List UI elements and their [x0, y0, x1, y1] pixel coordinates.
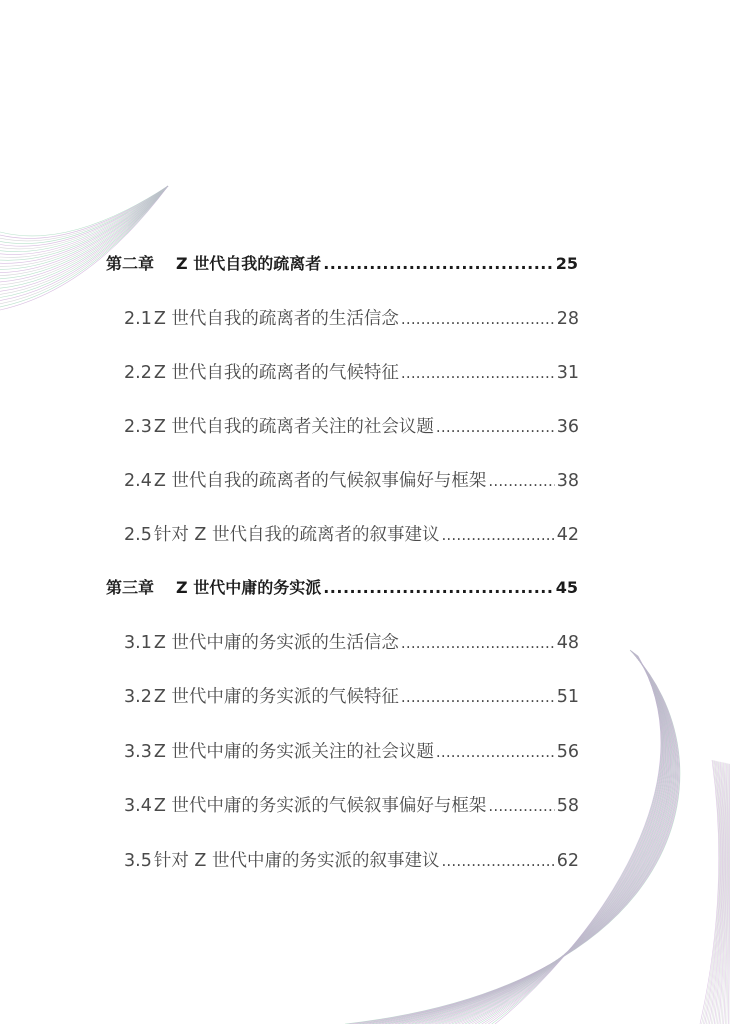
page-number: 45 [555, 578, 578, 597]
dot-leader [441, 523, 554, 547]
page-number: 62 [556, 851, 579, 871]
page-number: 56 [556, 742, 579, 762]
toc-section-2-3[interactable] [124, 415, 579, 439]
page-number: 42 [556, 525, 579, 545]
section-title: 针对 Z 世代中庸的务实派的叙事建议 [153, 851, 440, 871]
page-number: 28 [556, 309, 579, 329]
section-title: Z 世代中庸的务实派的气候特征 [153, 687, 399, 707]
section-number: 3.1 [124, 633, 152, 653]
section-number: 2.5 [124, 525, 152, 545]
page-number: 25 [555, 254, 578, 273]
dot-leader [488, 794, 554, 818]
dot-leader [436, 415, 555, 439]
section-title: Z 世代自我的疏离者的生活信念 [153, 309, 399, 329]
section-title: Z 世代自我的疏离者的气候叙事偏好与框架 [153, 471, 487, 491]
page-number: 38 [556, 471, 579, 491]
dot-leader [441, 849, 554, 873]
dot-leader [436, 740, 555, 764]
dot-leader [401, 631, 555, 655]
section-number: 3.4 [124, 796, 152, 816]
toc-section-3-5[interactable] [124, 849, 579, 873]
page-number: 51 [556, 687, 579, 707]
section-number: 3.3 [124, 742, 152, 762]
toc-section-2-4[interactable] [124, 469, 579, 493]
section-number: 2.4 [124, 471, 152, 491]
page-number: 31 [556, 363, 579, 383]
dot-leader [323, 576, 554, 600]
section-title: Z 世代中庸的务实派的气候叙事偏好与框架 [153, 796, 487, 816]
toc-chapter-3[interactable] [106, 576, 578, 600]
chapter-title: Z 世代自我的疏离者 [176, 254, 322, 273]
page-number: 48 [556, 633, 579, 653]
dot-leader [401, 307, 555, 331]
section-number: 2.1 [124, 309, 152, 329]
toc-chapter-2[interactable] [106, 252, 578, 276]
dot-leader [401, 361, 555, 385]
chapter-number: 第二章 [106, 254, 155, 273]
dot-leader [323, 252, 554, 276]
section-title: Z 世代中庸的务实派的生活信念 [153, 633, 399, 653]
toc-section-3-4[interactable] [124, 794, 579, 818]
toc-section-3-1[interactable] [124, 631, 579, 655]
toc-section-2-2[interactable] [124, 361, 579, 385]
dot-leader [401, 685, 555, 709]
section-title: 针对 Z 世代自我的疏离者的叙事建议 [153, 525, 440, 545]
toc-section-2-5[interactable] [124, 523, 579, 547]
section-number: 2.2 [124, 363, 152, 383]
page-number: 58 [556, 796, 579, 816]
toc-section-3-3[interactable] [124, 740, 579, 764]
section-number: 3.2 [124, 687, 152, 707]
section-title: Z 世代中庸的务实派关注的社会议题 [153, 742, 434, 762]
chapter-title: Z 世代中庸的务实派 [176, 578, 322, 597]
chapter-number: 第三章 [106, 578, 155, 597]
section-number: 3.5 [124, 851, 152, 871]
section-title: Z 世代自我的疏离者关注的社会议题 [153, 417, 434, 437]
page-number: 36 [556, 417, 579, 437]
toc-section-2-1[interactable] [124, 307, 579, 331]
dot-leader [488, 469, 554, 493]
section-title: Z 世代自我的疏离者的气候特征 [153, 363, 399, 383]
toc-section-3-2[interactable] [124, 685, 579, 709]
section-number: 2.3 [124, 417, 152, 437]
